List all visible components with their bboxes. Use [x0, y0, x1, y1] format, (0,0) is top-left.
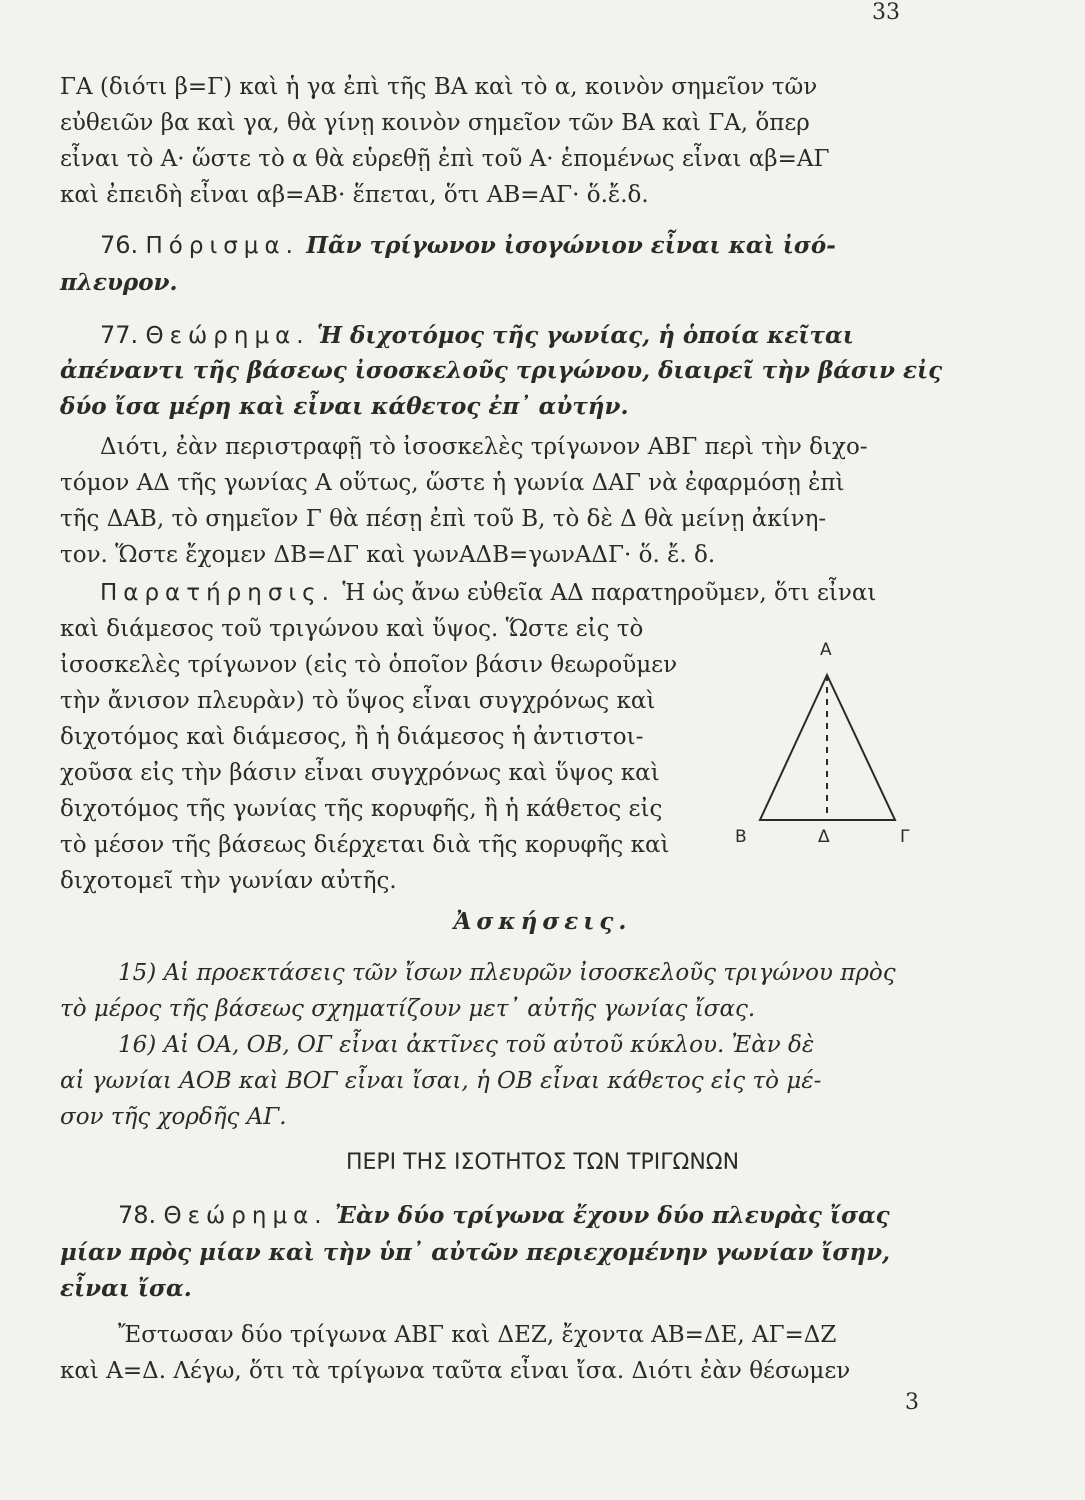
proof-line: τῆς ΔΑΒ, τὸ σημεῖον Γ θὰ πέσῃ ἐπὶ τοῦ Β, τὸ δὲ Δ θὰ μείνῃ ἀκίνη-: [60, 506, 827, 532]
signature-number: 3: [905, 1390, 919, 1415]
isosceles-triangle-figure: [730, 630, 930, 855]
section-label: Θεώρημα.: [163, 1203, 328, 1229]
remark-line: χοῦσα εἰς τὴν βάσιν εἶναι συγχρόνως καὶ ὕψος καὶ: [60, 760, 660, 786]
section-label: Πόρισμα.: [145, 233, 299, 259]
text-line: ΓΑ (διότι β=Γ) καὶ ἡ γα ἐπὶ τῆς ΒΑ καὶ τὸ α, κοινὸν σημεῖον τῶν: [60, 74, 818, 100]
corollary-statement: Πᾶν τρίγωνον ἰσογώνιον εἶναι καὶ ἰσό-: [306, 232, 836, 259]
remark-line: διχοτόμος καὶ διάμεσος, ἢ ἡ διάμεσος ἡ ἀντιστοι-: [60, 724, 644, 750]
exercises-title: Ἀσκήσεις.: [453, 908, 632, 935]
exercise-16: [118, 1028, 998, 1062]
proof-line: Ἔστωσαν δύο τρίγωνα ΑΒΓ καὶ ΔΕΖ, ἔχοντα ΑΒ=ΔΕ, ΑΓ=ΔΖ: [118, 1322, 837, 1348]
text-line: καὶ ἐπειδὴ εἶναι αβ=ΑΒ· ἕπεται, ὅτι ΑΒ=ΑΓ· ὅ.ἔ.δ.: [60, 182, 649, 208]
text-line: εἶναι τὸ Α· ὥστε τὸ α θὰ εὑρεθῇ ἐπὶ τοῦ Α· ἑπομένως εἶναι αβ=ΑΓ: [60, 146, 830, 172]
remark-line: καὶ διάμεσος τοῦ τριγώνου καὶ ὕψος. Ὥστε εἰς τὸ: [60, 616, 644, 642]
section-number: 78.: [118, 1201, 157, 1229]
section-label: Θεώρημα.: [145, 323, 310, 349]
remark-line: ἰσοσκελὲς τρίγωνον (εἰς τὸ ὁποῖον βάσιν θεωροῦμεν: [60, 652, 678, 678]
exercise-number: 16): [118, 1032, 157, 1058]
vertex-label-b: Β: [735, 827, 747, 847]
theorem-statement-cont: μίαν πρὸς μίαν καὶ τὴν ὑπ᾽ αὐτῶν περιεχομένην γωνίαν ἴσην,: [60, 1239, 891, 1266]
remark-line: τὸ μέσον τῆς βάσεως διέρχεται διὰ τῆς κορυφῆς καὶ: [60, 832, 670, 858]
page-number: 33: [872, 0, 900, 25]
exercise-text-cont: τὸ μέρος τῆς βάσεως σχηματίζουν μετ᾽ αὐτῆς γωνίας ἴσας.: [60, 996, 756, 1022]
vertex-label-g: Γ: [900, 827, 910, 847]
remark-text: Ἡ ὡς ἄνω εὐθεῖα ΑΔ παρατηροῦμεν, ὅτι εἶναι: [342, 580, 877, 606]
remark-line: διχοτομεῖ τὴν γωνίαν αὐτῆς.: [60, 868, 397, 894]
section-number: 77.: [100, 321, 139, 349]
exercise-text-cont: σον τῆς χορδῆς ΑΓ.: [60, 1104, 287, 1130]
theorem-77: [100, 318, 980, 353]
exercise-text-cont: αἱ γωνίαι ΑΟΒ καὶ ΒΟΓ εἶναι ἴσαι, ἡ ΟΒ εἶναι κάθετος εἰς τὸ μέ-: [60, 1068, 822, 1094]
exercise-number: 15): [118, 960, 157, 986]
exercise-text: Αἱ προεκτάσεις τῶν ἴσων πλευρῶν ἰσοσκελοῦς τριγώνου πρὸς: [163, 960, 896, 986]
theorem-statement: Ἐὰν δύο τρίγωνα ἔχουν δύο πλευρὰς ἴσας: [334, 1202, 890, 1229]
exercise-text: Αἱ ΟΑ, ΟΒ, ΟΓ εἶναι ἀκτῖνες τοῦ αὐτοῦ κύκλου. Ἐὰν δὲ: [163, 1032, 815, 1058]
vertex-label-a: Α: [820, 640, 832, 660]
remark-first-line: [100, 576, 980, 610]
remark-line: διχοτόμος τῆς γωνίας τῆς κορυφῆς, ἢ ἡ κάθετος εἰς: [60, 796, 663, 822]
proof-line: καὶ Α=Δ. Λέγω, ὅτι τὰ τρίγωνα ταῦτα εἶναι ἴσα. Διότι ἐὰν θέσωμεν: [60, 1358, 851, 1384]
proof-line: τον. Ὥστε ἔχομεν ΔΒ=ΔΓ καὶ γωνΑΔΒ=γωνΑΔΓ· ὅ. ἔ. δ.: [60, 542, 716, 568]
remark-line: τὴν ἄνισον πλευρὰν) τὸ ὕψος εἶναι συγχρόνως καὶ: [60, 688, 656, 714]
corollary-statement-cont: πλευρον.: [60, 269, 178, 296]
text-line: εὐθειῶν βα καὶ γα, θὰ γίνῃ κοινὸν σημεῖον τῶν ΒΑ καὶ ΓΑ, ὅπερ: [60, 110, 810, 136]
theorem-statement: Ἡ διχοτόμος τῆς γωνίας, ἡ ὁποία κεῖται: [316, 322, 854, 349]
corollary-76: [100, 228, 980, 263]
theorem-statement-cont: δύο ἴσα μέρη καὶ εἶναι κάθετος ἐπ᾽ αὐτήν.: [60, 393, 629, 420]
section-number: 76.: [100, 231, 139, 259]
vertex-label-d: Δ: [818, 827, 830, 847]
section-heading: ΠΕΡΙ ΤΗΣ ΙΣΟΤΗΤΟΣ ΤΩΝ ΤΡΙΓΩΝΩΝ: [345, 1150, 740, 1175]
remark-label: Παρατήρησις.: [100, 580, 335, 606]
theorem-78: [118, 1198, 998, 1233]
proof-line: Διότι, ἐὰν περιστραφῇ τὸ ἰσοσκελὲς τρίγωνον ΑΒΓ περὶ τὴν διχο-: [100, 434, 868, 460]
exercise-15: [118, 956, 998, 990]
theorem-statement-cont: εἶναι ἴσα.: [60, 1275, 192, 1302]
theorem-statement-cont: ἀπέναντι τῆς βάσεως ἰσοσκελοῦς τριγώνου, διαιρεῖ τὴν βάσιν εἰς: [60, 357, 943, 384]
proof-line: τόμον ΑΔ τῆς γωνίας Α οὕτως, ὥστε ἡ γωνία ΔΑΓ νὰ ἐφαρμόσῃ ἐπὶ: [60, 470, 845, 496]
